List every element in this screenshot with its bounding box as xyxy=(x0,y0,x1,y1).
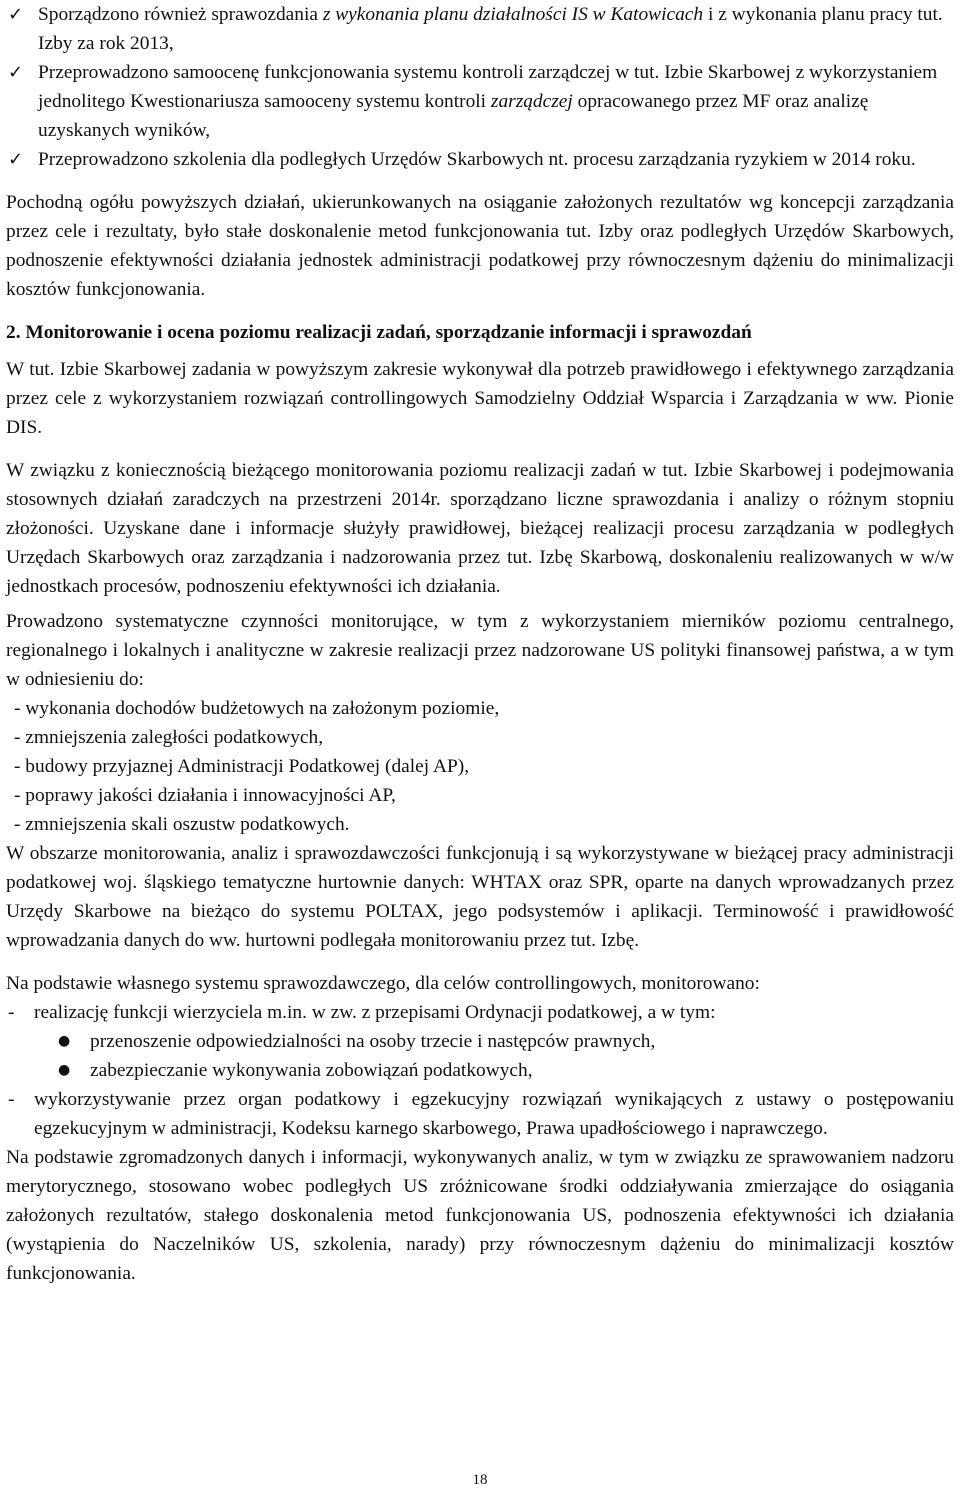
checkmark-icon: ✓ xyxy=(8,62,24,83)
check-text: Sporządzono również sprawozdania xyxy=(38,4,323,25)
page-number: 18 xyxy=(472,1472,488,1488)
bullet-text: przenoszenie odpowiedzialności na osoby trzecie i następców prawnych, xyxy=(90,1031,656,1052)
paragraph-tasks: W tut. Izbie Skarbowej zadania w powyższym zakresie wykonywał dla potrzeb prawidłowego i efektywnego zarządzania przez cele z wykorzystaniem rozwiązań controllingowych Samodzielny Oddział Wsparcia i Zarządzania w ww. Pionie DIS. xyxy=(6,359,954,438)
list-item: - wykonania dochodów budżetowych na założonym poziomie, xyxy=(14,698,500,719)
document-page xyxy=(6,0,954,1288)
checkmark-icon: ✓ xyxy=(8,149,24,170)
paragraph-data-warehouses: W obszarze monitorowania, analiz i sprawozdawczości funkcjonują i są wykorzystywane w bieżącej pracy administracji podatkowej woj. śląskiego tematyczne hurtownie danych: WHTAX oraz SPR, oparte na danych wprowadzanych przez Urzędy Skarbowe na bieżąco do systemu POLTAX, jego podsystemów i aplikacji. Terminowość i prawidłowość wprowadzania danych do ww. hurtowni podlegała monitorowaniu przez tut. Izbę. xyxy=(6,843,954,951)
list-item-text: wykorzystywanie przez organ podatkowy i egzekucyjny rozwiązań wynikających z ustawy o postępowaniu egzekucyjnym w administracji, Kodeksu karnego skarbowego, Prawa upadłościowego i naprawczego. xyxy=(34,1089,954,1139)
dash-marker: - xyxy=(8,1089,15,1110)
list-item: - poprawy jakości działania i innowacyjności AP, xyxy=(14,785,396,806)
bullet-icon: ● xyxy=(58,1033,71,1049)
check-text: Przeprowadzono samoocenę funkcjonowania systemu kontroli zarządczej w tut. Izbie Skarbowej z wykorzystaniem jednolitego Kwestionariusza samooceny systemu kontroli xyxy=(38,62,938,112)
dash-list xyxy=(6,694,954,839)
paragraph-summary: Pochodną ogółu powyższych działań, ukierunkowanych na osiąganie założonych rezultatów wg koncepcji zarządzania przez cele i rezultaty, było stałe doskonalenie metod funkcjonowania tut. Izby oraz podległych Urzędów Skarbowych, podnoszenie efektywności działania jednostek administracji podatkowej przy równoczesnym dążeniu do minimalizacji kosztów funkcjonowania. xyxy=(6,192,954,300)
paragraph-activities: Prowadzono systematyczne czynności monitorujące, w tym z wykorzystaniem mierników poziomu centralnego, regionalnego i lokalnych i analityczne w zakresie realizacji przez nadzorowane US polityki finansowej państwa, a w tym w odniesieniu do: xyxy=(6,611,954,690)
check-text: Przeprowadzono szkolenia dla podległych Urzędów Skarbowych nt. procesu zarządzania ryzykiem w 2014 roku. xyxy=(38,149,916,170)
bullet-item xyxy=(6,1027,954,1056)
dash-marker: - xyxy=(8,1002,15,1023)
paragraph-reporting: Na podstawie własnego systemu sprawozdawczego, dla celów controllingowych, monitorowano: xyxy=(6,973,760,994)
bullet-item xyxy=(6,1056,954,1085)
check-text-end: opracowanego przez MF oraz analizę uzyskanych wyników, xyxy=(38,91,869,141)
check-item-3 xyxy=(6,145,954,174)
list-item: - budowy przyjaznej Administracji Podatkowej (dalej AP), xyxy=(14,756,470,777)
paragraph-measures: Na podstawie zgromadzonych danych i informacji, wykonywanych analiz, w tym w związku ze sprawowaniem nadzoru merytorycznego, stosowano wobec podległych US zróżnicowane środki oddziaływania zmierzające do osiągania założonych rezultatów, stałego doskonalenia metod funkcjonowania US, podnoszenia efektywności ich działania (wystąpienia do Naczelników US, szkolenia, narady) przy równoczesnym dążeniu do minimalizacji kosztów funkcjonowania. xyxy=(6,1147,954,1284)
list-item: - zmniejszenia zaległości podatkowych, xyxy=(14,727,324,748)
bullet-text: zabezpieczanie wykonywania zobowiązań podatkowych, xyxy=(90,1060,533,1081)
list-item xyxy=(6,1085,954,1143)
check-text-end: i z wykonania planu pracy tut. Izby za rok 2013, xyxy=(38,4,943,54)
check-item-2 xyxy=(6,58,954,145)
list-item xyxy=(6,998,954,1027)
paragraph-monitoring: W związku z koniecznością bieżącego monitorowania poziomu realizacji zadań w tut. Izbie Skarbowej i podejmowania stosownych działań zaradczych na przestrzeni 2014r. sporządzano liczne sprawozdania i analizy o różnym stopniu złożoności. Uzyskane dane i informacje służyły prawidłowej, bieżącej realizacji procesu zarządzania w podległych Urzędach Skarbowych oraz zarządzania i nadzorowania przez tut. Izbę Skarbową, doskonaleniu realizowanych w w/w jednostkach procesów, podnoszeniu efektywności ich działania. xyxy=(6,460,954,597)
check-item-1 xyxy=(6,0,954,58)
bullet-icon: ● xyxy=(58,1062,71,1078)
list-item: - zmniejszenia skali oszustw podatkowych. xyxy=(14,814,350,835)
section-heading: 2. Monitorowanie i ocena poziomu realizacji zadań, sporządzanie informacji i sprawozdań xyxy=(6,322,752,343)
checkmark-icon: ✓ xyxy=(8,4,24,25)
list-item-text: realizację funkcji wierzyciela m.in. w zw. z przepisami Ordynacji podatkowej, a w tym: xyxy=(34,1002,716,1023)
check-italic-text: z wykonania planu działalności IS w Katowicach xyxy=(322,4,704,25)
check-italic-text: zarządczej xyxy=(490,91,573,112)
